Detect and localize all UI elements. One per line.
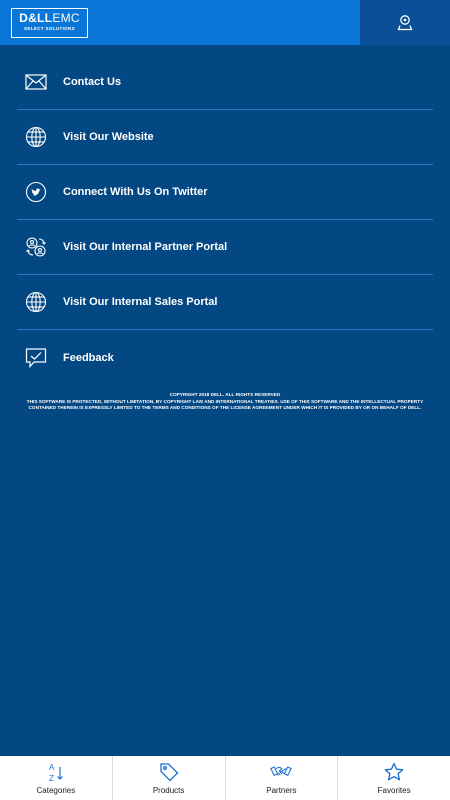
header-brand-area (0, 0, 360, 45)
menu-item-label: Contact Us (63, 76, 122, 88)
menu-item-twitter[interactable] (17, 165, 433, 220)
bottom-tab-bar (0, 756, 450, 800)
menu-item-label: Feedback (63, 351, 114, 364)
menu-item-sales-portal[interactable] (17, 275, 433, 330)
logo-wordmark (12, 12, 87, 25)
twitter-icon (25, 181, 47, 203)
copyright-notice (0, 392, 450, 412)
logo-brand-bold: D&LL (19, 11, 53, 25)
menu-item-label: Visit Our Internal Sales Portal (63, 296, 218, 308)
menu-item-feedback[interactable] (17, 330, 433, 385)
menu-item-label: Visit Our Website (63, 131, 154, 143)
tab-categories[interactable] (0, 756, 112, 800)
feedback-icon (25, 347, 47, 369)
tab-label: Categories (36, 786, 76, 795)
tab-label: Partners (266, 786, 297, 795)
tab-partners[interactable] (225, 756, 338, 800)
globe-icon (25, 291, 47, 313)
partner-portal-icon (25, 236, 47, 258)
menu-item-label: Visit Our Internal Partner Portal (63, 241, 228, 253)
svg-text:A: A (48, 763, 55, 772)
handshake-icon (270, 761, 292, 783)
more-menu-list (17, 55, 433, 385)
copyright-line: THIS SOFTWARE IS PROTECTED, WITHOUT LIMITATION, BY COPYRIGHT LAW AND INTERNATIONAL TREATIES. USE OF THIS SOFTWARE AND THE INTELLECTUAL PROPERTY (26, 398, 424, 404)
tab-label: Favorites (377, 786, 411, 795)
globe-icon (25, 126, 47, 148)
copyright-line: CONTAINED THEREIN IS EXPRESSLY LIMITED TO THE TERMS AND CONDITIONS OF THE LICENSE AGREEMENT UNDER WHICH IT IS PROVIDED BY OR ON BEHALF OF DELL. (28, 405, 422, 410)
menu-item-partner-portal[interactable] (17, 220, 433, 275)
logo-brand-light: EMC (52, 11, 80, 25)
menu-item-website[interactable] (17, 110, 433, 165)
user-badge-icon[interactable] (396, 13, 414, 31)
menu-item-label: Connect With Us On Twitter (63, 186, 208, 198)
envelope-icon (25, 71, 47, 93)
dell-emc-logo[interactable] (11, 8, 88, 38)
tab-label: Products (152, 786, 185, 795)
star-icon (383, 761, 405, 783)
tag-icon (158, 761, 180, 783)
tab-products[interactable] (112, 756, 225, 800)
app-header (0, 0, 450, 45)
tab-favorites[interactable] (337, 756, 450, 800)
svg-text:Z: Z (48, 774, 54, 783)
logo-subtitle: SELECT SOLUTIONS (24, 26, 75, 31)
copyright-line: COPYRIGHT 2018 DELL. ALL RIGHTS RESERVED (169, 392, 281, 397)
sort-az-icon (45, 761, 67, 783)
menu-item-contact-us[interactable] (17, 55, 433, 110)
